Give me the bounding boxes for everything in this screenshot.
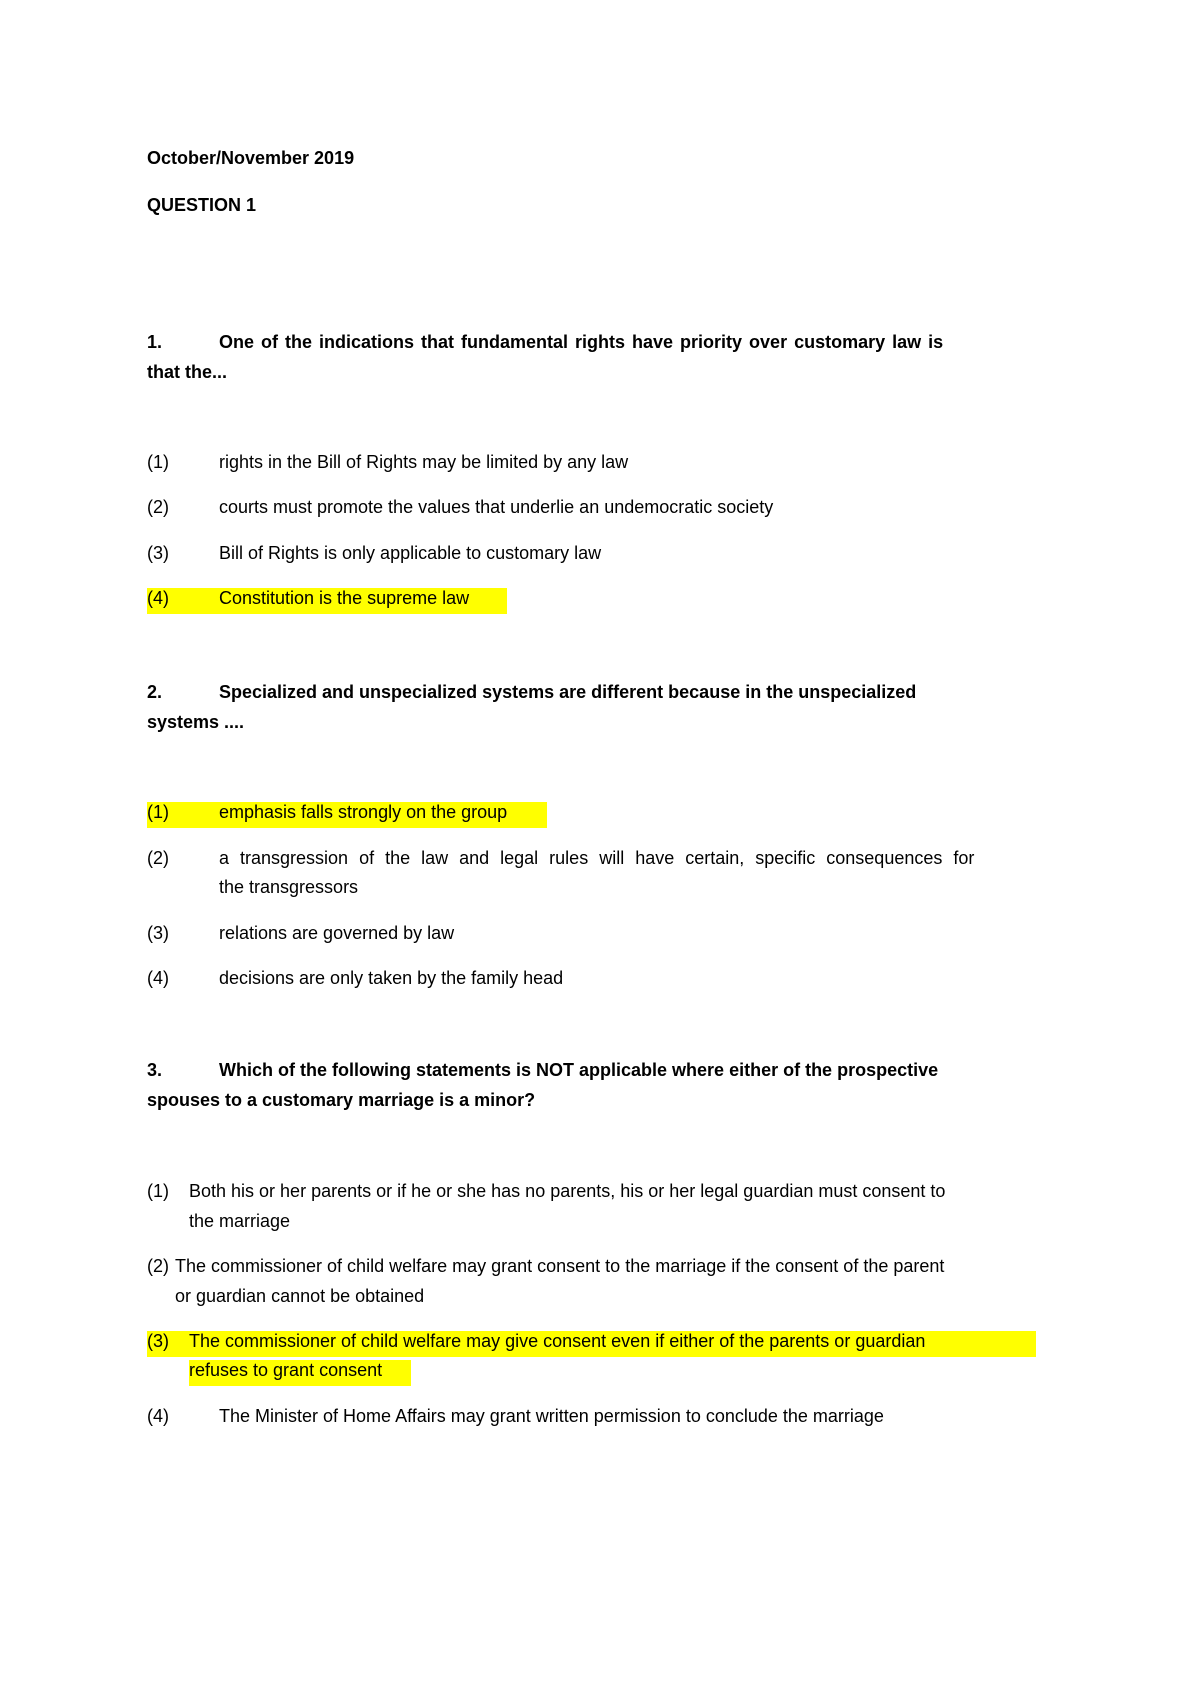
- option-text: The commissioner of child welfare may give consent even if either of the parents or guardian: [189, 1331, 926, 1351]
- option-label: (2): [147, 848, 169, 868]
- option-label: (1): [147, 452, 169, 472]
- question-stem: Specialized and unspecialized systems are different because in the unspecialized: [219, 682, 917, 702]
- option-text: a transgression of the law and legal rules will have certain, specific consequences for: [219, 848, 975, 868]
- option-text-continued: the marriage: [189, 1211, 291, 1231]
- question-stem-continued: systems ....: [147, 712, 245, 732]
- option-text: emphasis falls strongly on the group: [219, 802, 508, 822]
- option-label: (1): [147, 1181, 169, 1201]
- option-label: (3): [147, 923, 169, 943]
- option-label: (4): [147, 588, 169, 608]
- option-label: (2): [147, 497, 169, 517]
- option-label: (3): [147, 1331, 169, 1351]
- option-label: (2): [147, 1256, 169, 1276]
- option-text: Constitution is the supreme law: [219, 588, 470, 608]
- question-stem-continued: spouses to a customary marriage is a minor?: [147, 1090, 536, 1110]
- option-label: (3): [147, 543, 169, 563]
- option-text: Both his or her parents or if he or she has no parents, his or her legal guardian must consent to: [189, 1181, 946, 1201]
- question-heading: QUESTION 1: [147, 195, 257, 215]
- question-stem: One of the indications that fundamental rights have priority over customary law is: [219, 332, 944, 352]
- option-label: (1): [147, 802, 169, 822]
- option-text: Bill of Rights is only applicable to customary law: [219, 543, 602, 563]
- option-text: The commissioner of child welfare may grant consent to the marriage if the consent of the parent: [175, 1256, 945, 1276]
- question-number: 1.: [147, 332, 163, 352]
- option-text: decisions are only taken by the family head: [219, 968, 564, 988]
- document-date: October/November 2019: [147, 148, 355, 168]
- option-text-continued: refuses to grant consent: [189, 1360, 383, 1380]
- question-stem: Which of the following statements is NOT applicable where either of the prospective: [219, 1060, 939, 1080]
- question-number: 2.: [147, 682, 163, 702]
- option-text-continued: the transgressors: [219, 877, 359, 897]
- option-text: courts must promote the values that underlie an undemocratic society: [219, 497, 774, 517]
- option-label: (4): [147, 1406, 169, 1426]
- option-text: rights in the Bill of Rights may be limited by any law: [219, 452, 629, 472]
- option-text: The Minister of Home Affairs may grant written permission to conclude the marriage: [219, 1406, 884, 1426]
- question-stem-continued: that the...: [147, 362, 227, 382]
- option-label: (4): [147, 968, 169, 988]
- question-number: 3.: [147, 1060, 163, 1080]
- option-text-continued: or guardian cannot be obtained: [175, 1286, 425, 1306]
- option-text: relations are governed by law: [219, 923, 455, 943]
